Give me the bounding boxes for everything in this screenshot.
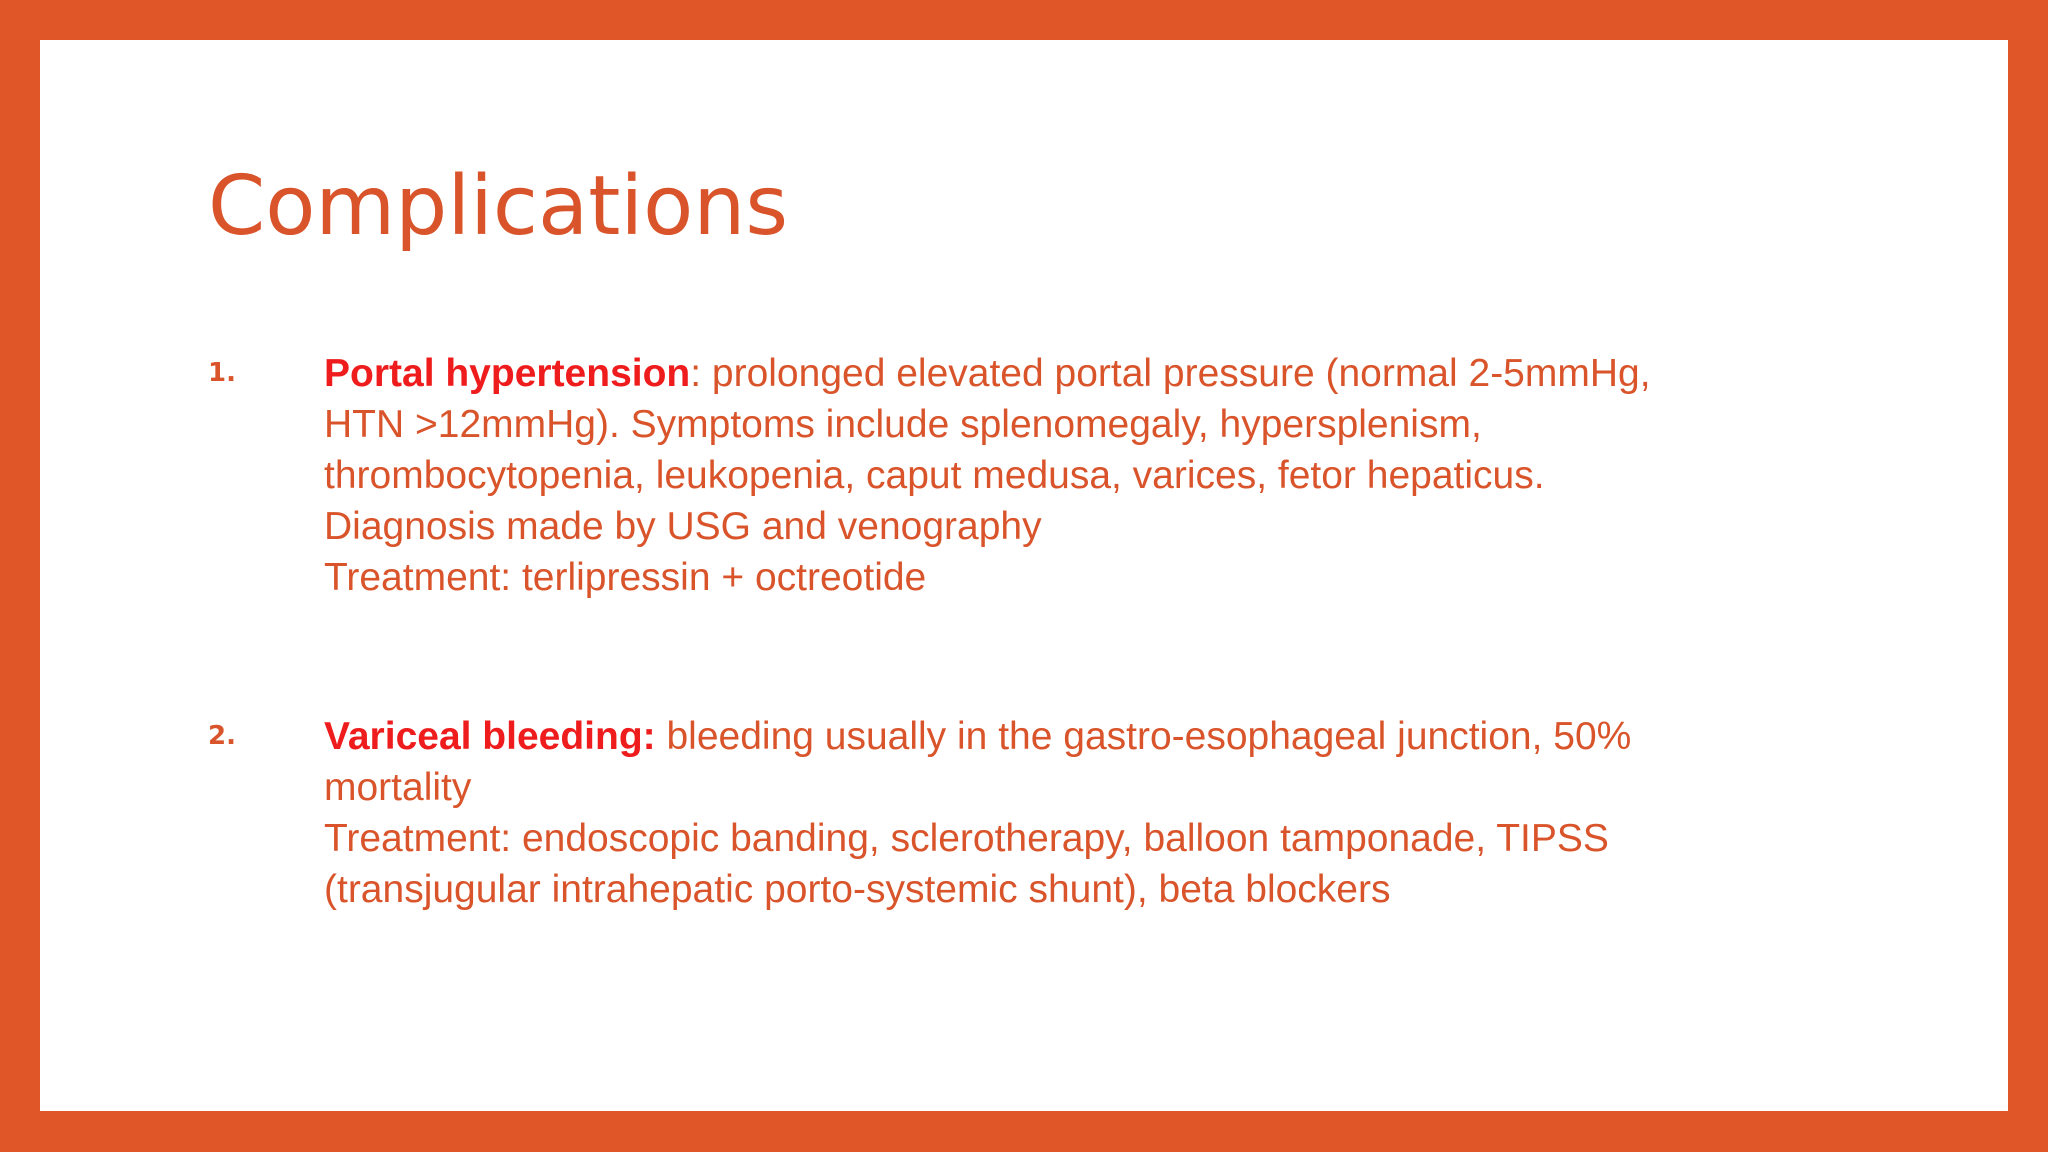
- list-item-variceal-bleeding: [208, 711, 1848, 915]
- item-text-line: Treatment: endoscopic banding, sclerotherapy, balloon tamponade, TIPSS: [324, 817, 1609, 860]
- list-item-portal-hypertension: [208, 348, 1848, 603]
- item-text: : prolonged elevated portal pressure (normal 2-5mmHg,: [690, 352, 1651, 395]
- list-item-first-line: [324, 348, 1848, 399]
- item-text-line: thrombocytopenia, leukopenia, caput medusa, varices, fetor hepaticus.: [324, 454, 1545, 497]
- term-variceal-bleeding: Variceal bleeding:: [324, 715, 656, 758]
- item-text-line: mortality: [324, 766, 472, 809]
- item-text-line: Treatment: terlipressin + octreotide: [324, 556, 927, 599]
- slide-content: [40, 40, 2008, 1111]
- slide-title: Complications: [208, 159, 789, 254]
- list-item-first-line: [324, 711, 1848, 762]
- complications-list: [208, 348, 1848, 603]
- item-text-line: (transjugular intrahepatic porto-systemic shunt), beta blockers: [324, 868, 1391, 911]
- term-portal-hypertension: Portal hypertension: [324, 352, 691, 395]
- item-text: bleeding usually in the gastro-esophageal junction, 50%: [655, 715, 1632, 758]
- complications-list-continued: [208, 711, 1848, 915]
- item-text-line: Diagnosis made by USG and venography: [324, 505, 1042, 548]
- list-marker: 1.: [208, 358, 236, 388]
- list-marker: 2.: [208, 721, 236, 751]
- item-text-line: HTN >12mmHg). Symptoms include splenomegaly, hypersplenism,: [324, 403, 1482, 446]
